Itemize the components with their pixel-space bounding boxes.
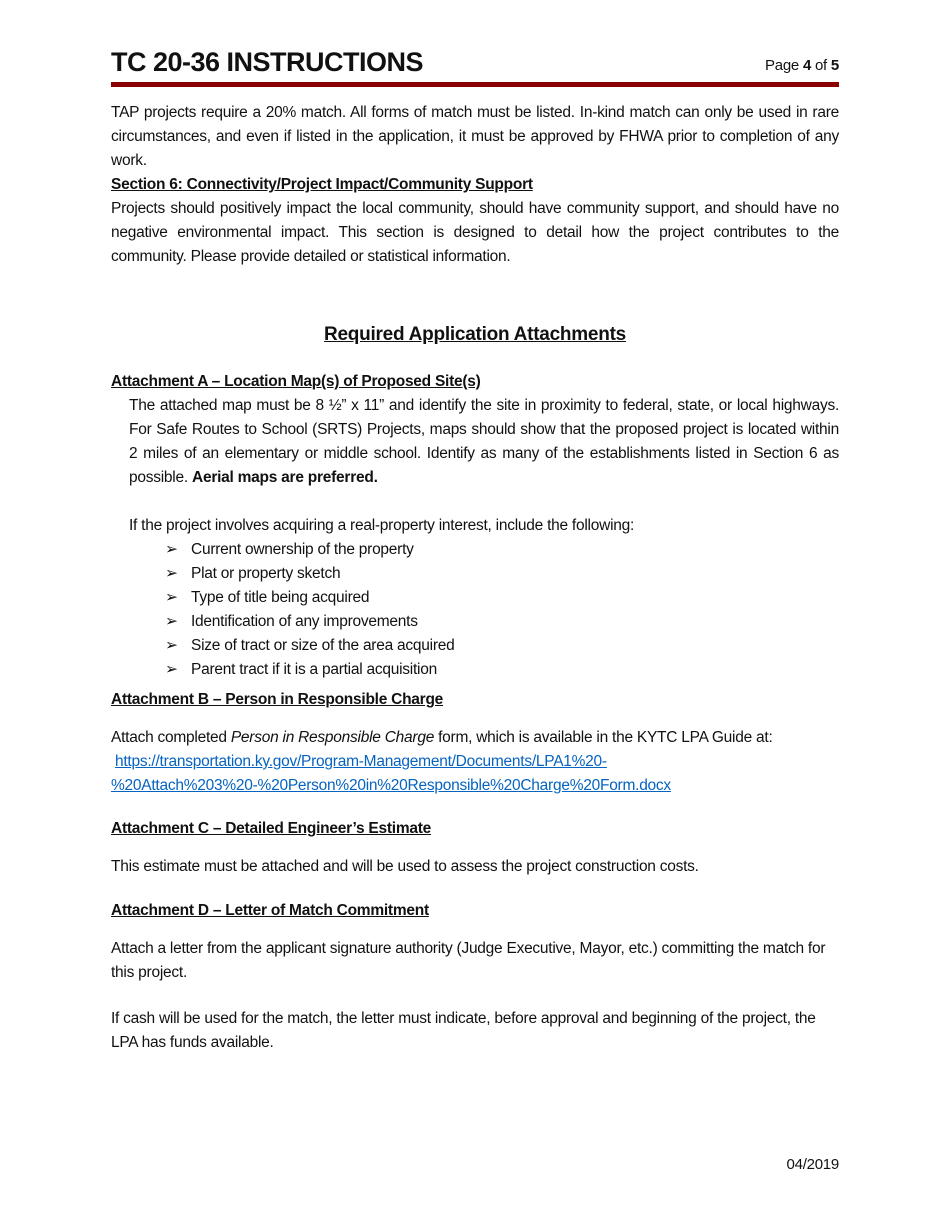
list-item: ➢ Type of title being acquired bbox=[165, 586, 839, 610]
attachment-b bbox=[111, 688, 839, 798]
list-item: ➢ Current ownership of the property bbox=[165, 538, 839, 562]
attachment-b-heading: Attachment B – Person in Responsible Charge bbox=[111, 691, 444, 708]
attachment-d-body-2: If cash will be used for the match, the letter must indicate, before approval and beginning of the project, the LPA has funds available. bbox=[111, 1010, 816, 1051]
attachment-a bbox=[111, 370, 839, 682]
attachment-d-body-1: Attach a letter from the applicant signature authority (Judge Executive, Mayor, etc.) committing the match for this project. bbox=[111, 940, 826, 981]
attachment-c bbox=[111, 817, 839, 879]
list-item: ➢ Plat or property sketch bbox=[165, 562, 839, 586]
attachment-c-body: This estimate must be attached and will be used to assess the project construction costs. bbox=[111, 858, 699, 875]
section-6-body: Projects should positively impact the local community, should have community support, and should have no negative environmental impact. This section is designed to detail how the project contributes to the community. Please provide detailed or statistical information. bbox=[111, 200, 839, 265]
property-requirements-list bbox=[111, 538, 839, 682]
page-number: Page 4 of 5 bbox=[764, 57, 839, 74]
list-item: ➢ Size of tract or size of the area acquired bbox=[165, 634, 839, 658]
attachment-b-body: Attach completed Person in Responsible Charge form, which is available in the KYTC LPA Guide at: https://transportation.ky.gov/Program-Management/Documents/LPA1%20- %20Attach%203%20-%20Person%20in%20Responsible%20Charge%20Form.docx bbox=[111, 729, 773, 794]
attachments-title: Required Application Attachments bbox=[323, 324, 626, 345]
list-item: ➢ Identification of any improvements bbox=[165, 610, 839, 634]
section-6 bbox=[111, 173, 839, 269]
page-header bbox=[111, 44, 839, 80]
header-rule bbox=[111, 82, 839, 87]
intro-paragraph: TAP projects require a 20% match. All forms of match must be listed. In-kind match can only be used in rare circumstances, and even if listed in the application, it must be approved by FHWA prior to completion of any work. bbox=[111, 104, 839, 169]
attachment-d-heading: Attachment D – Letter of Match Commitment bbox=[111, 902, 429, 919]
attachment-d bbox=[111, 899, 839, 1055]
section-6-heading: Section 6: Connectivity/Project Impact/Community Support bbox=[111, 176, 533, 193]
attachment-a-list-intro: If the project involves acquiring a real-property interest, include the following: bbox=[129, 517, 635, 534]
prc-form-link[interactable]: https://transportation.ky.gov/Program-Management/Documents/LPA1%20- %20Attach%203%20-%20Person%20in%20Responsible%20Charge%20Form.docx bbox=[111, 753, 671, 794]
attachment-a-heading: Attachment A – Location Map(s) of Proposed Site(s) bbox=[111, 373, 481, 390]
attachment-c-heading: Attachment C – Detailed Engineer’s Estimate bbox=[111, 820, 432, 837]
document-title: TC 20-36 INSTRUCTIONS bbox=[111, 47, 424, 77]
list-item: ➢ Parent tract if it is a partial acquisition bbox=[165, 658, 839, 682]
footer-date: 04/2019 bbox=[786, 1156, 839, 1173]
attachment-a-body: The attached map must be 8 ½” x 11” and identify the site in proximity to federal, state, or local highways. For Safe Routes to School (SRTS) Projects, maps should show that the proposed project is located within 2 miles of an elementary or middle school. Identify as many of the establishments listed in Section 6 as possible. Aerial maps are preferred. bbox=[129, 397, 839, 486]
